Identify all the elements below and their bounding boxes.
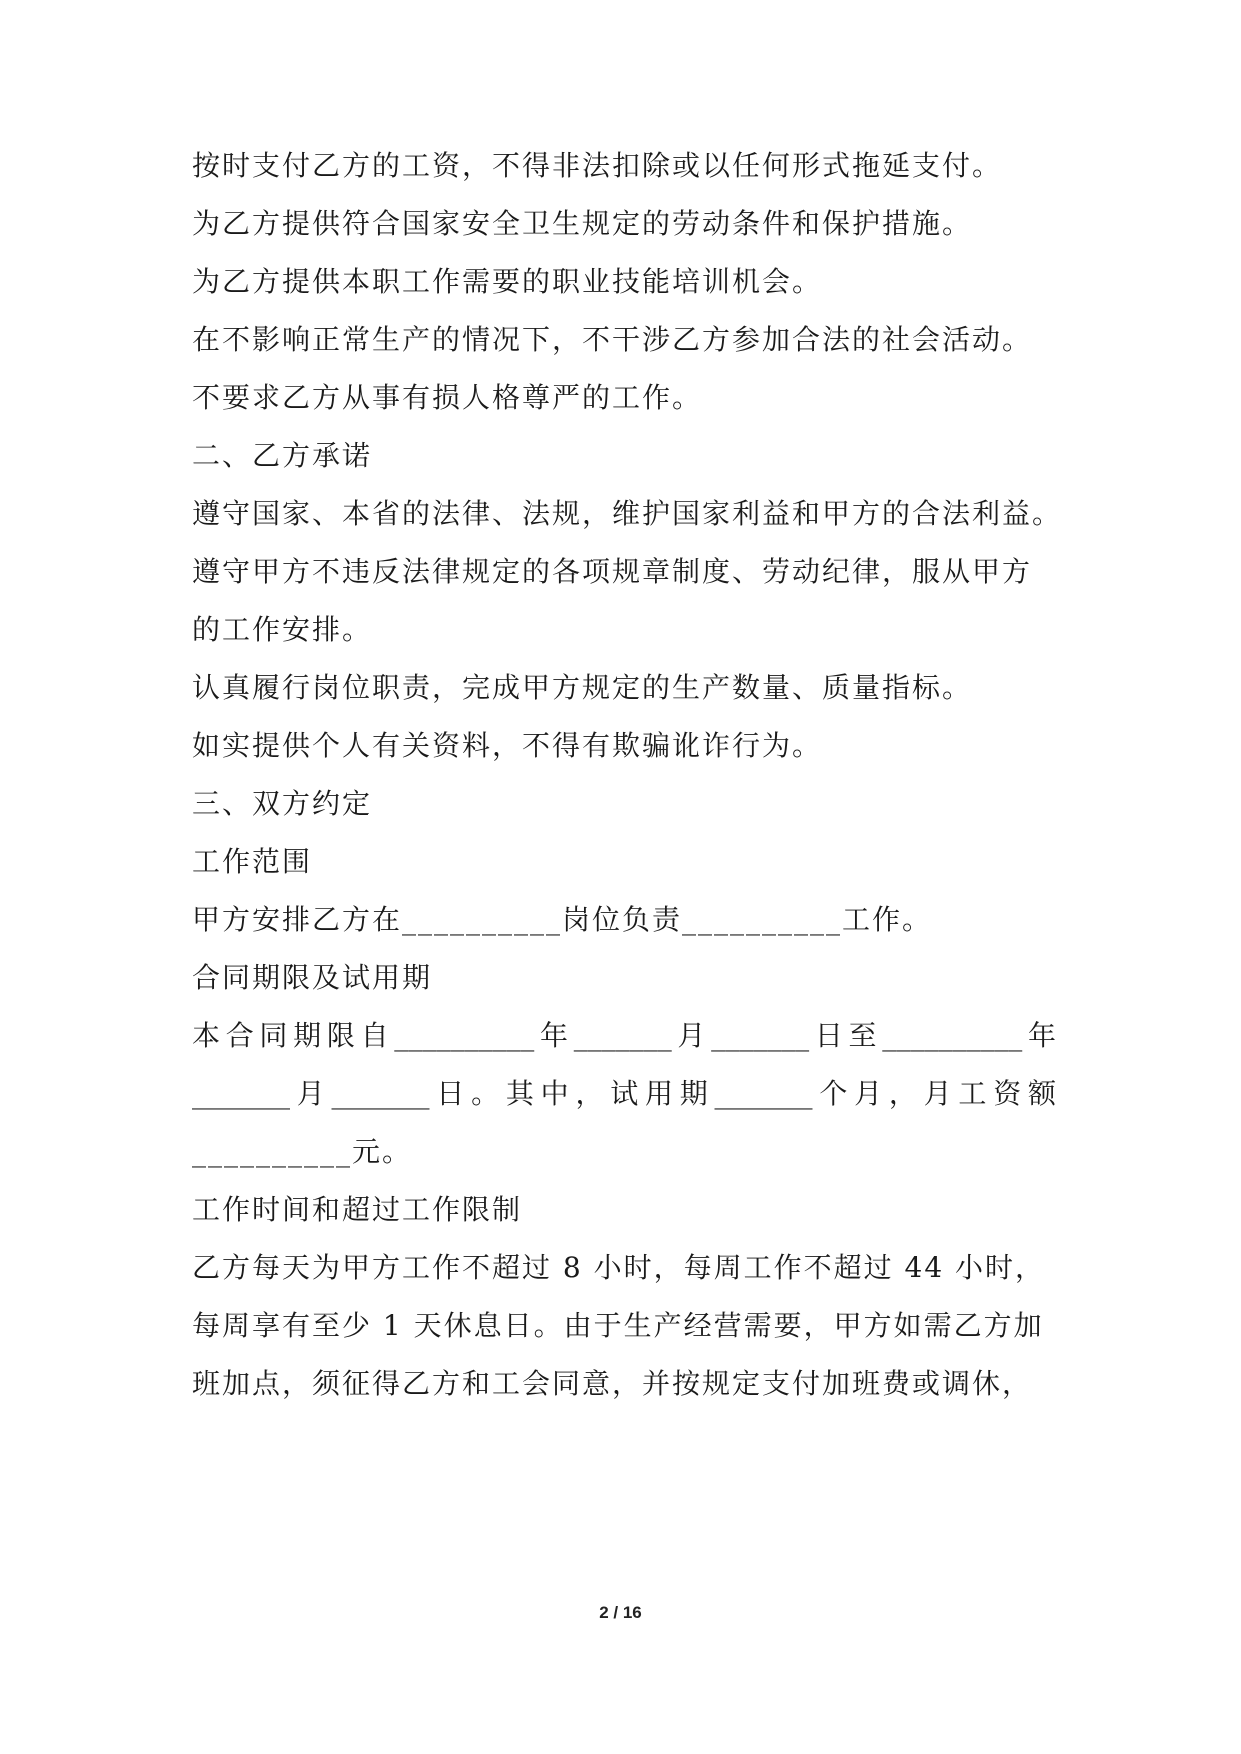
- text-line: 在不影响正常生产的情况下，不干涉乙方参加合法的社会活动。: [192, 323, 1033, 356]
- text-line: 如实提供个人有关资料，不得有欺骗讹诈行为。: [192, 729, 823, 762]
- subheading: 工作时间和超过工作限制: [192, 1193, 523, 1226]
- text-line: 每周享有至少 1 天休息日。由于生产经营需要，甲方如需乙方加: [192, 1309, 1044, 1342]
- subheading: 合同期限及试用期: [192, 961, 433, 994]
- text-line: 为乙方提供符合国家安全卫生规定的劳动条件和保护措施。: [192, 207, 973, 240]
- subheading: 工作范围: [192, 845, 313, 878]
- text-line: 遵守甲方不违反法律规定的各项规章制度、劳动纪律，服从甲方: [192, 555, 1033, 588]
- text-line: 班加点，须征得乙方和工会同意，并按规定支付加班费或调休，: [192, 1367, 1033, 1400]
- text-line: 认真履行岗位职责，完成甲方规定的生产数量、质量指标。: [192, 671, 973, 704]
- text-line: __________元。: [192, 1135, 413, 1168]
- text-line: 遵守国家、本省的法律、法规，维护国家利益和甲方的合法利益。: [192, 497, 1063, 530]
- text-line: 的工作安排。: [192, 613, 373, 646]
- text-line: 按时支付乙方的工资，不得非法扣除或以任何形式拖延支付。: [192, 149, 1003, 182]
- section-heading: 三、双方约定: [192, 787, 373, 820]
- text-line: _______月_______日。其中，试用期_______个月，月工资额: [192, 1077, 1056, 1110]
- text-line: 本合同期限自__________年_______月_______日至__________年: [192, 1019, 1056, 1052]
- section-heading: 二、乙方承诺: [192, 439, 373, 472]
- text-line: 不要求乙方从事有损人格尊严的工作。: [192, 381, 703, 414]
- text-line: 甲方安排乙方在__________岗位负责__________工作。: [192, 903, 933, 936]
- text-line: 乙方每天为甲方工作不超过 8 小时，每周工作不超过 44 小时，: [192, 1251, 1046, 1284]
- text-line: 为乙方提供本职工作需要的职业技能培训机会。: [192, 265, 823, 298]
- page-number: 2 / 16: [599, 1603, 642, 1622]
